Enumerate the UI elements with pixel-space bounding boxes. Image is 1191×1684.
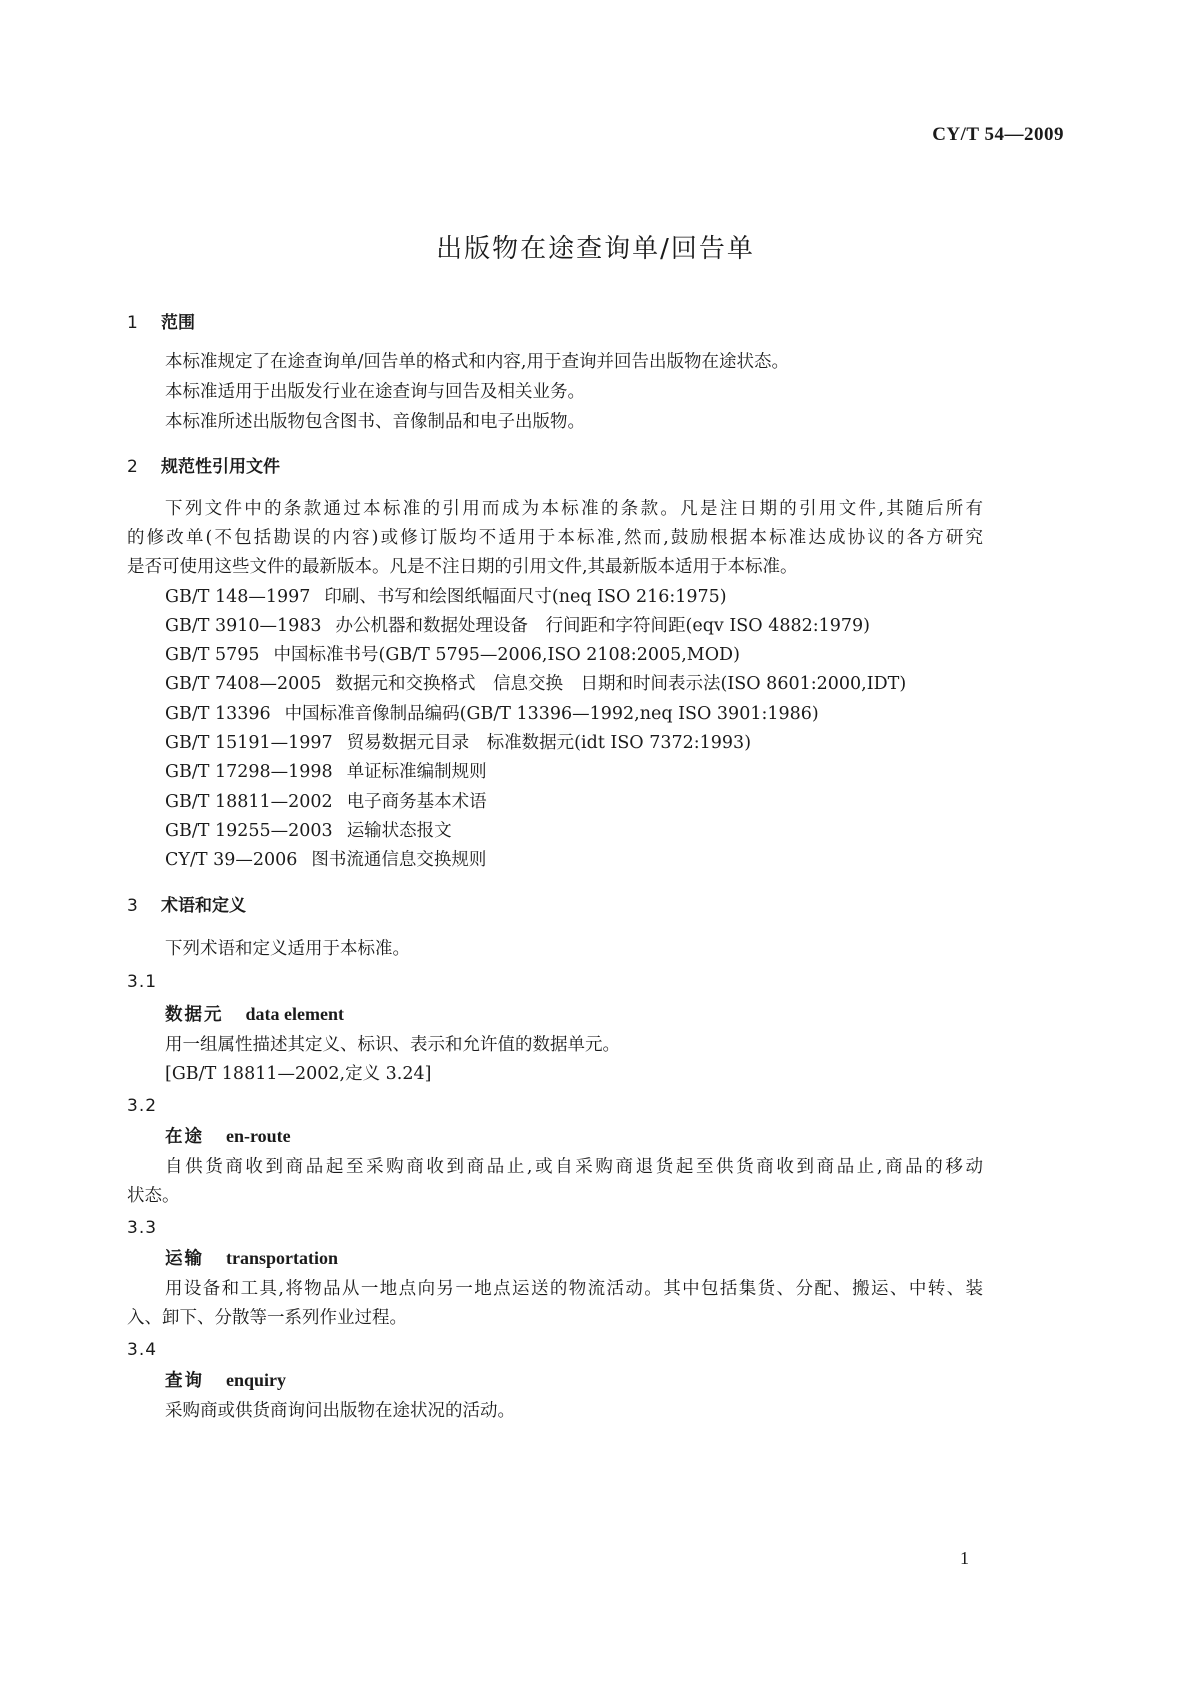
term-heading <box>165 1002 344 1027</box>
term-en: transportation <box>226 1248 338 1268</box>
reference-item <box>165 672 906 696</box>
term-definition: 用一组属性描述其定义、标识、表示和允许值的数据单元。 <box>165 1035 620 1055</box>
paragraph-line: 本标准所述出版物包含图书、音像制品和电子出版物。 <box>165 412 585 432</box>
term-definition: 采购商或供货商询问出版物在途状况的活动。 <box>165 1401 515 1421</box>
section-number: 3 <box>127 896 138 916</box>
term-heading <box>165 1246 338 1271</box>
reference-item <box>165 614 870 638</box>
term-definition: 自供货商收到商品起至采购商收到商品止,或自采购商退货起至供货商收到商品止,商品的移动 <box>165 1157 983 1177</box>
reference-title: 数据元和交换格式 信息交换 日期和时间表示法(ISO 8601:2000,IDT) <box>335 674 907 694</box>
term-en: data element <box>245 1004 344 1024</box>
reference-code: GB/T 13396 <box>165 704 271 724</box>
reference-item <box>165 760 487 784</box>
section-number: 2 <box>127 457 138 477</box>
reference-item <box>165 643 740 667</box>
term-number: 3.1 <box>127 972 158 992</box>
section-1-heading <box>127 311 195 335</box>
term-definition: 状态。 <box>127 1186 180 1206</box>
reference-code: CY/T 39—2006 <box>165 850 298 870</box>
reference-code: GB/T 15191—1997 <box>165 733 333 753</box>
reference-title: 运输状态报文 <box>346 821 452 841</box>
section-number: 1 <box>127 313 138 333</box>
page-number: 1 <box>960 1548 969 1568</box>
term-number: 3.4 <box>127 1340 158 1360</box>
section-title: 术语和定义 <box>161 896 246 916</box>
paragraph-line: 本标准适用于出版发行业在途查询与回告及相关业务。 <box>165 382 585 402</box>
term-definition: 用设备和工具,将物品从一地点向另一地点运送的物流活动。其中包括集货、分配、搬运、中转、装 <box>165 1279 983 1299</box>
reference-code: GB/T 3910—1983 <box>165 616 322 636</box>
section-title: 规范性引用文件 <box>161 457 280 477</box>
term-heading <box>165 1124 291 1149</box>
paragraph-line: 下列术语和定义适用于本标准。 <box>165 939 410 959</box>
term-zh: 数据元 <box>165 1005 224 1025</box>
standard-code: CY/T 54—2009 <box>932 124 1064 145</box>
reference-item <box>165 585 727 609</box>
reference-code: GB/T 5795 <box>165 645 260 665</box>
paragraph-line: 的修改单(不包括勘误的内容)或修订版均不适用于本标准,然而,鼓励根据本标准达成协议的各方研究 <box>127 528 983 548</box>
section-2-heading <box>127 455 280 479</box>
reference-item <box>165 819 452 843</box>
section-title: 范围 <box>161 313 195 333</box>
reference-code: GB/T 7408—2005 <box>165 674 322 694</box>
section-3-heading <box>127 894 246 918</box>
term-en: enquiry <box>226 1370 287 1390</box>
reference-title: 办公机器和数据处理设备 行间距和字符间距(eqv ISO 4882:1979) <box>335 616 870 636</box>
reference-item <box>165 702 819 726</box>
term-definition: 入、卸下、分散等一系列作业过程。 <box>127 1308 407 1328</box>
reference-item <box>165 731 751 755</box>
paragraph-line: 是否可使用这些文件的最新版本。凡是不注日期的引用文件,其最新版本适用于本标准。 <box>127 557 798 577</box>
term-zh: 运输 <box>165 1249 204 1269</box>
reference-code: GB/T 18811—2002 <box>165 792 333 812</box>
reference-code: GB/T 19255—2003 <box>165 821 333 841</box>
reference-title: 图书流通信息交换规则 <box>311 850 487 870</box>
page-title: 出版物在途查询单/回告单 <box>436 234 755 264</box>
term-zh: 查询 <box>165 1371 204 1391</box>
term-number: 3.2 <box>127 1096 158 1116</box>
reference-item <box>165 790 487 814</box>
term-source: [GB/T 18811—2002,定义 3.24] <box>165 1064 432 1084</box>
reference-item <box>165 848 486 872</box>
reference-code: GB/T 17298—1998 <box>165 762 333 782</box>
reference-title: 印刷、书写和绘图纸幅面尺寸(neq ISO 216:1975) <box>324 587 727 607</box>
reference-code: GB/T 148—1997 <box>165 587 311 607</box>
term-number: 3.3 <box>127 1218 158 1238</box>
reference-title: 贸易数据元目录 标准数据元(idt ISO 7372:1993) <box>346 733 752 753</box>
reference-title: 中国标准书号(GB/T 5795—2006,ISO 2108:2005,MOD) <box>273 645 740 665</box>
paragraph-line: 下列文件中的条款通过本标准的引用而成为本标准的条款。凡是注日期的引用文件,其随后所有 <box>165 499 983 519</box>
term-en: en-route <box>226 1126 291 1146</box>
term-heading <box>165 1368 286 1393</box>
reference-title: 中国标准音像制品编码(GB/T 13396—1992,neq ISO 3901:1986) <box>284 704 819 724</box>
term-zh: 在途 <box>165 1127 204 1147</box>
reference-title: 单证标准编制规则 <box>346 762 487 782</box>
reference-title: 电子商务基本术语 <box>346 792 487 812</box>
paragraph-line: 本标准规定了在途查询单/回告单的格式和内容,用于查询并回告出版物在途状态。 <box>165 352 789 372</box>
